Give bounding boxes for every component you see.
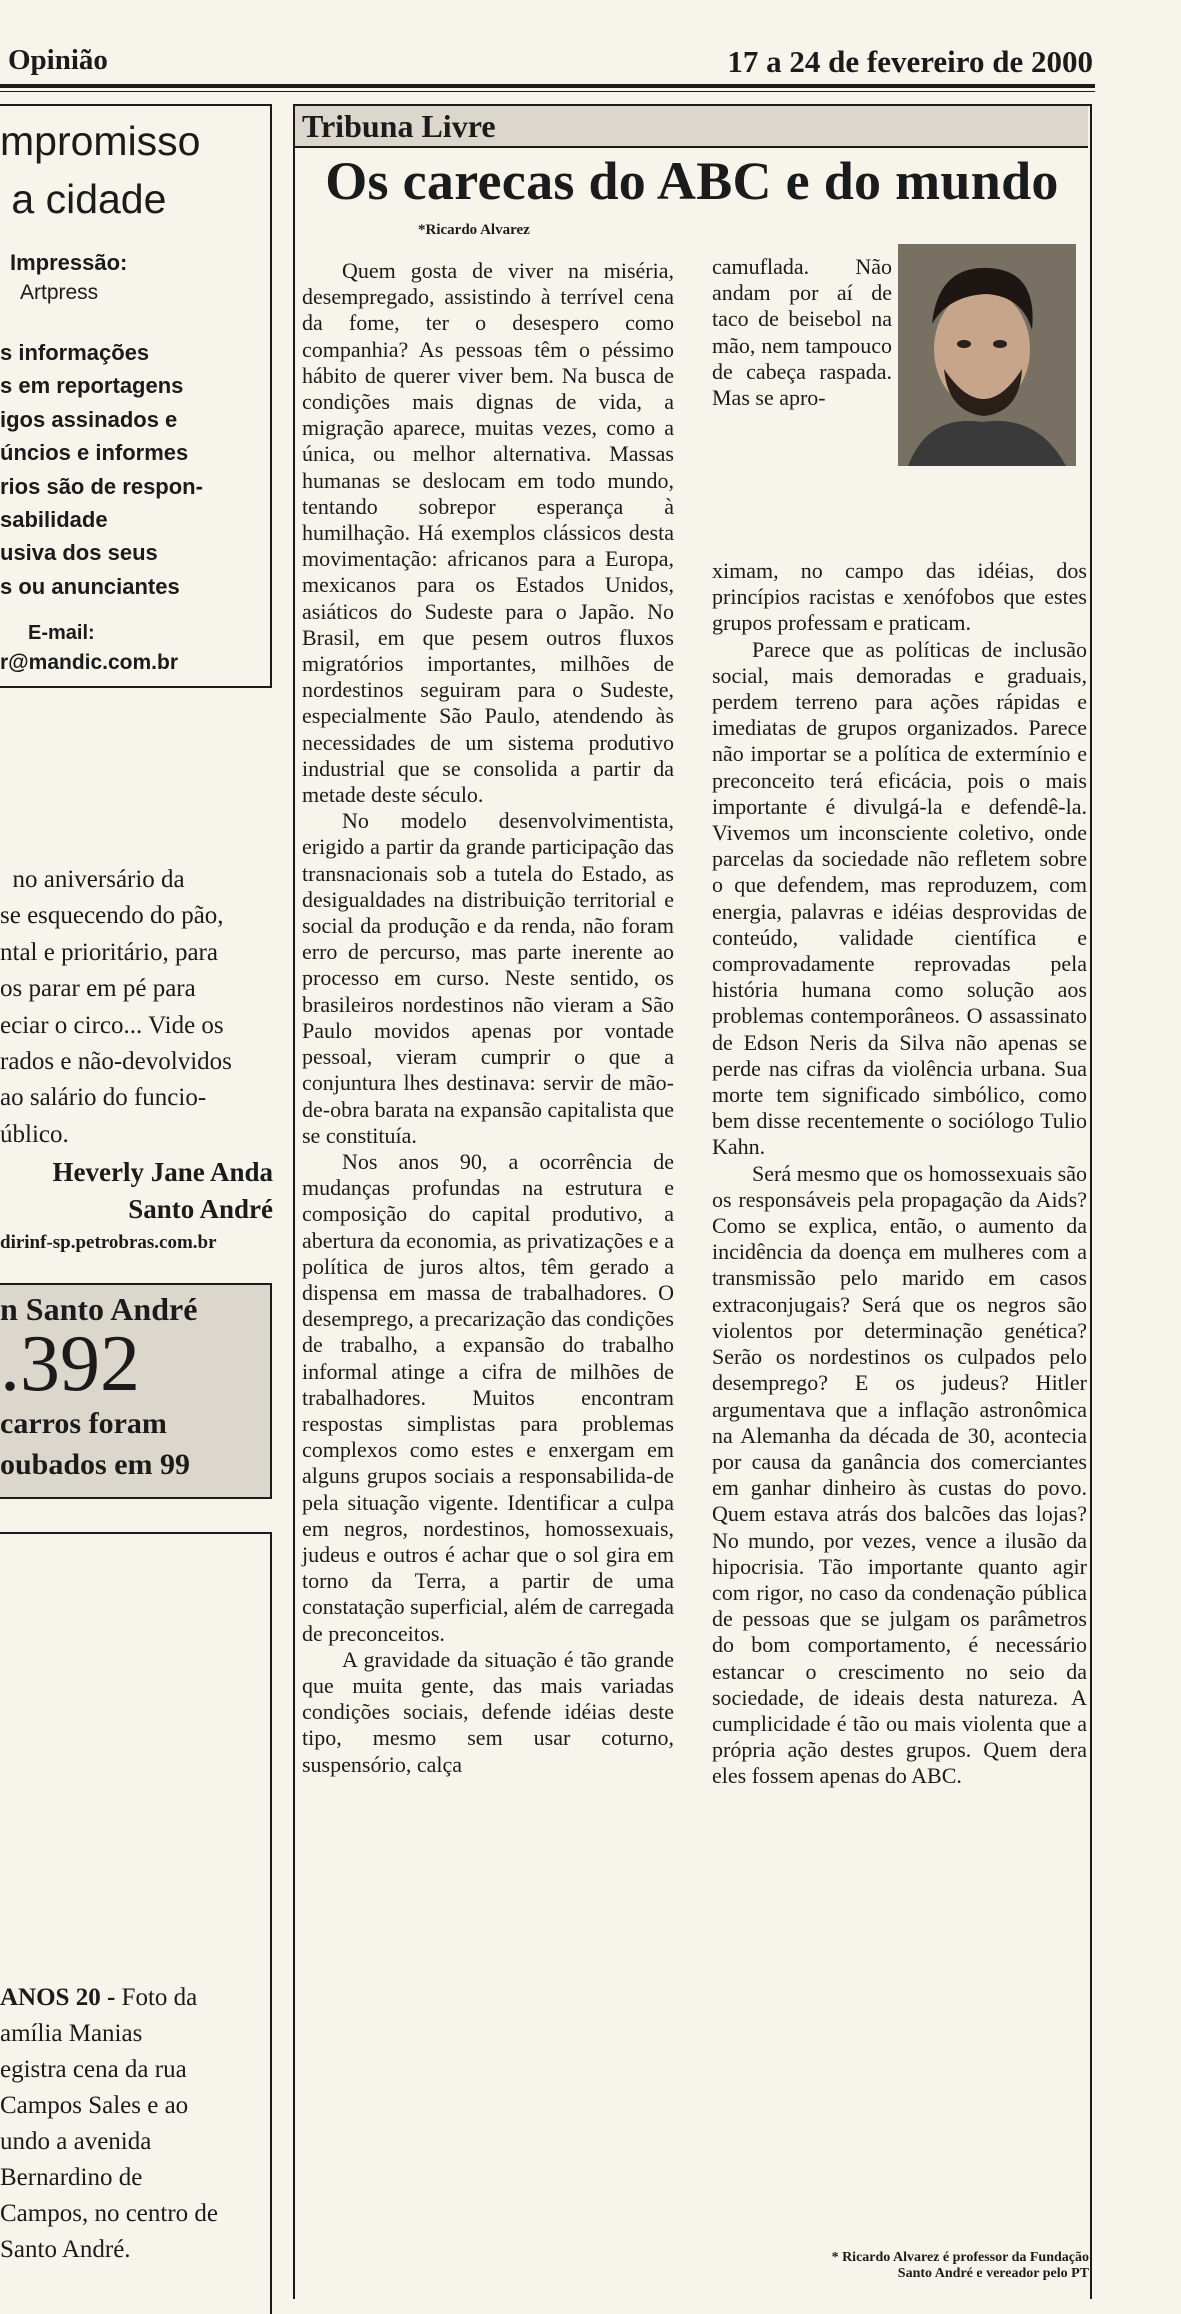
- article-byline: *Ricardo Alvarez: [418, 222, 530, 238]
- letter-signature-name: Heverly Jane Anda: [52, 1157, 273, 1187]
- letter-signature-city: Santo André: [128, 1194, 273, 1224]
- paragraph: No modelo desenvolvimentista, erigido a partir da grande participação das transnacionais sob a tutela do Estado, as desigualdades na distribuição territorial e social da produção e da renda, não foram erro de percurso, mas parte inerente ao processo em curso. Neste sentido, os brasileiros nordestinos não vieram a São Paulo movidos apenas por vontade pessoal, vieram cumprir o que a conjuntura lhes destinava: servir de mão-de-obra barata na expansão capitalista que se constituía.: [302, 808, 674, 1148]
- caption-text: Foto da amília Manias egistra cena da rua Campos Sales e ao undo a avenida Bernardino de Campos, no centro de Santo André.: [0, 1984, 219, 2263]
- header-rule-thin: [0, 91, 1095, 92]
- paragraph: Nos anos 90, a ocorrência de mudanças profundas na estrutura e composição do capital produtivo, a abertura da economia, as privatizações e a política de juros altos, têm gerado a dispensa em massa de trabalhadores. O desemprego, a precarização das condições de trabalho, a expansão do trabalho informal atinge a cifra de milhões de trabalhadores. Muitos encontram respostas simplistas para problemas complexos como estes e enxergam em alguns grupos sociais a responsabilida-de pela situação vigente. Identificar a culpa em negros, nordestinos, homossexuais, judeus e outros é achar que o sol gira em torno da Terra, a partir de uma constatação superficial, além de carregada de preconceitos.: [302, 1148, 674, 1646]
- stat-number: .392: [0, 1320, 140, 1408]
- paragraph: Parece que as políticas de inclusão social, mais demoradas e graduais, perdem terreno para ações rápidas e imediatas de grupos organizados. Parece não importar se a política de extermínio e preconceito terá eficácia, pois o mais importante é divulgá-la e defendê-la. Vivemos um inconsciente coletivo, onde parcelas da sociedade não refletem sobre o que defendem, mas reproduzem, com energia, palavras e idéias desprovidas de conteúdo, validade científica e comprovadamente reprovadas pela história humana como solução aos problemas contemporâneos. O assassinato de Edson Neris da Silva não apenas se perde nas cifras da violência urbana. Sua morte tem significado simbólico, como bem disse recentemente o sociólogo Tulio Kahn.: [712, 636, 1087, 1160]
- author-note: * Ricardo Alvarez é professor da Fundação Santo André e vereador pelo PT: [831, 2250, 1089, 2281]
- issue-date: 17 a 24 de fevereiro de 2000: [727, 44, 1093, 79]
- article-column-1: [302, 258, 674, 1778]
- printer-name: Artpress: [20, 281, 99, 304]
- stat-city: n Santo André: [0, 1291, 198, 1327]
- letter-signature-email: dirinf-sp.petrobras.com.br: [0, 1232, 217, 1253]
- masthead-title: mpromisso a cidade: [0, 118, 201, 222]
- article-column-2: [712, 558, 1087, 1790]
- stat-line-1: carros foram: [0, 1407, 167, 1440]
- disclaimer-text: s informações s em reportagens igos assinados e úncios e informes rios são de respon- sabilidade usiva dos seus s ou anunciantes: [0, 340, 203, 599]
- printing-label: Impressão:: [10, 250, 128, 275]
- caption-lead: ANOS 20 -: [0, 1984, 116, 2011]
- stat-line-2: oubados em 99: [0, 1448, 191, 1481]
- photo-caption: [0, 1980, 265, 2268]
- section-name: Opinião: [8, 44, 108, 76]
- paragraph: ximam, no campo das idéias, dos princípios racistas e xenófobos que estes grupos professam e praticam.: [712, 558, 1087, 636]
- paragraph: Será mesmo que os homossexuais são os responsáveis pela propagação da Aids? Como se explica, então, o aumento da incidência da doença em mulheres com a transmissão pelo marido em casos extraconjugais? Será que os negros são violentos por determinação genética? Serão os nordestinos os culpados pelo desemprego? E os judeus? Hitler argumentava que a inflação astronômica na Alemanha da década de 30, acontecia por causa da ganância dos comerciantes em ganhar dinheiro às custas do povo. Quem estava atrás dos balcões das lojas? No mundo, por vezes, vence a ilusão da hipocrisia. Tão importante quanto agir com rigor, no caso da condenação pública de pessoas que se julgam os parâmetros do bom comportamento, é necessário estancar o crescimento no seio da sociedade, de ideais desta natureza. A cumplicidade é tão ou mais violenta que a própria ação destes grupos. Quem dera eles fossem apenas do ABC.: [712, 1160, 1087, 1789]
- email-address: r@mandic.com.br: [0, 651, 179, 674]
- article-headline: Os carecas do ABC e do mundo: [325, 151, 1059, 211]
- article-kicker: Tribuna Livre: [302, 108, 496, 144]
- paragraph: Quem gosta de viver na miséria, desempregado, assistindo à terrível cena da fome, ter o desespero como companhia? As pessoas têm o péssimo hábito de querer viver bem. Na busca de condições mais dignas de vida, a migração aparece, muitas vezes, como a única, ou melhor alternativa. Massas humanas se deslocam em todo mundo, tentando sobrepor esperança à humilhação. Há exemplos clássicos desta movimentação: africanos para a Europa, mexicanos para os Estados Unidos, asiáticos do Sudeste para o Japão. No Brasil, em que pesem outros fluxos migratórios importantes, milhões de nordestinos seguiram para o Sudeste, especialmente São Paulo, atendendo às necessidades de um sistema produtivo industrial que se consolida a partir da metade deste século.: [302, 258, 674, 808]
- article-column-2-top: camuflada. Não andam por aí de taco de beisebol na mão, nem tampouco de cabeça raspada. Mas se apro-: [712, 254, 892, 411]
- reader-letter-text: no aniversário da se esquecendo do pão, ntal e prioritário, para os parar em pé para eciar o circo... Vide os rados e não-devolvidos ao salário do funcio- úblico.: [0, 866, 232, 1148]
- author-portrait: [898, 244, 1076, 466]
- email-label: E-mail:: [28, 622, 95, 644]
- header-rule: [0, 84, 1095, 88]
- paragraph: A gravidade da situação é tão grande que muita gente, das mais variadas condições sociais, defende idéias deste tipo, mesmo sem usar coturno, suspensório, calça: [302, 1646, 674, 1777]
